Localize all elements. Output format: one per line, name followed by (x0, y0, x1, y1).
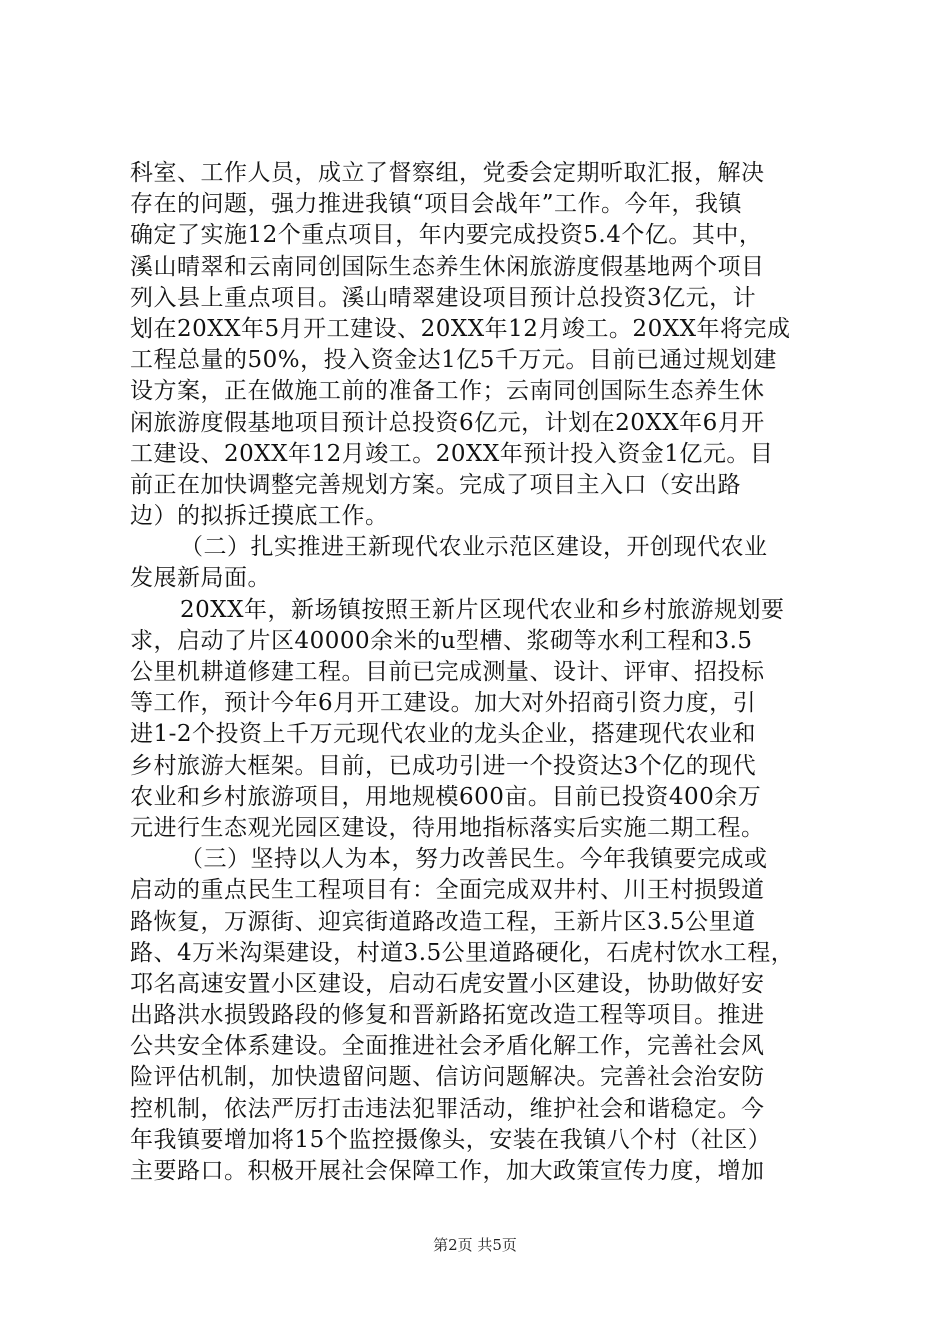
text-line: 年我镇要增加将15个监控摄像头，安装在我镇八个村（社区） (130, 1126, 772, 1153)
text-line: 元进行生态观光园区建设，待用地指标落实后实施二期工程。 (130, 814, 765, 841)
text-line: 农业和乡村旅游项目，用地规模600亩。目前已投资400余万 (130, 783, 762, 810)
text-line: 闲旅游度假基地项目预计总投资6亿元，计划在20XX年6月开 (130, 409, 765, 436)
text-line: （三）坚持以人为本，努力改善民生。今年我镇要完成或 (180, 846, 768, 873)
text-line: 控机制，依法严厉打击违法犯罪活动，维护社会和谐稳定。今 (130, 1095, 765, 1122)
text-line: 邛名高速安置小区建设，启动石虎安置小区建设，协助做好安 (130, 970, 765, 997)
text-line: 前正在加快调整完善规划方案。完成了项目主入口（安出路 (130, 471, 741, 498)
text-line: 工程总量的50%，投入资金达1亿5千万元。目前已通过规划建 (130, 347, 777, 374)
text-line: 确定了实施12个重点项目，年内要完成投资5.4个亿。其中， (130, 222, 763, 249)
paragraph (130, 158, 830, 532)
text-line: 主要路口。积极开展社会保障工作，加大政策宣传力度，增加 (130, 1158, 765, 1184)
text-line: 溪山晴翠和云南同创国际生态养生休闲旅游度假基地两个项目 (130, 253, 765, 280)
text-line: 出路洪水损毁路段的修复和晋新路拓宽改造工程等项目。推进 (130, 1002, 765, 1029)
text-line: 进1-2个投资上千万元现代农业的龙头企业，搭建现代农业和 (130, 721, 757, 748)
text-line: 列入县上重点项目。溪山晴翠建设项目预计总投资3亿元，计 (130, 284, 757, 311)
text-line: 路、4万米沟渠建设，村道3.5公里道路硬化，石虎村饮水工程， (130, 939, 795, 966)
text-line: 划在20XX年5月开工建设、20XX年12月竣工。20XX年将完成 (130, 315, 791, 342)
text-line: （二）扎实推进王新现代农业示范区建设，开创现代农业 (180, 534, 768, 561)
paragraph (130, 844, 830, 1187)
text-line: 科室、工作人员，成立了督察组，党委会定期听取汇报，解决 (130, 160, 765, 186)
text-line: 险评估机制，加快遗留问题、信访问题解决。完善社会治安防 (130, 1064, 765, 1091)
paragraph (130, 532, 830, 594)
text-line: 20XX年，新场镇按照王新片区现代农业和乡村旅游规划要 (180, 596, 785, 623)
text-line: 设方案，正在做施工前的准备工作；云南同创国际生态养生休 (130, 378, 765, 405)
text-line: 启动的重点民生工程项目有：全面完成双井村、川王村损毁道 (130, 877, 765, 904)
text-line: 路恢复，万源街、迎宾街道路改造工程，王新片区3.5公里道 (130, 908, 756, 935)
document-body (130, 158, 830, 1187)
text-line: 存在的问题，强力推进我镇“项目会战年”工作。今年，我镇 (130, 191, 743, 218)
text-line: 边）的拟拆迁摸底工作。 (130, 503, 389, 530)
text-line: 公里机耕道修建工程。目前已完成测量、设计、评审、招投标 (130, 659, 765, 685)
text-line: 发展新局面。 (130, 565, 271, 592)
text-line: 乡村旅游大框架。目前，已成功引进一个投资达3个亿的现代 (130, 752, 757, 779)
paragraph (130, 595, 830, 845)
text-line: 公共安全体系建设。全面推进社会矛盾化解工作，完善社会风 (130, 1033, 765, 1060)
text-line: 工建设、20XX年12月竣工。20XX年预计投入资金1亿元。目 (130, 440, 774, 467)
text-line: 求，启动了片区40000余米的u型槽、浆砌等水利工程和3.5 (130, 627, 753, 654)
page-footer: 第2页 共5页 (433, 1236, 517, 1254)
text-line: 等工作，预计今年6月开工建设。加大对外招商引资力度，引 (130, 690, 757, 717)
